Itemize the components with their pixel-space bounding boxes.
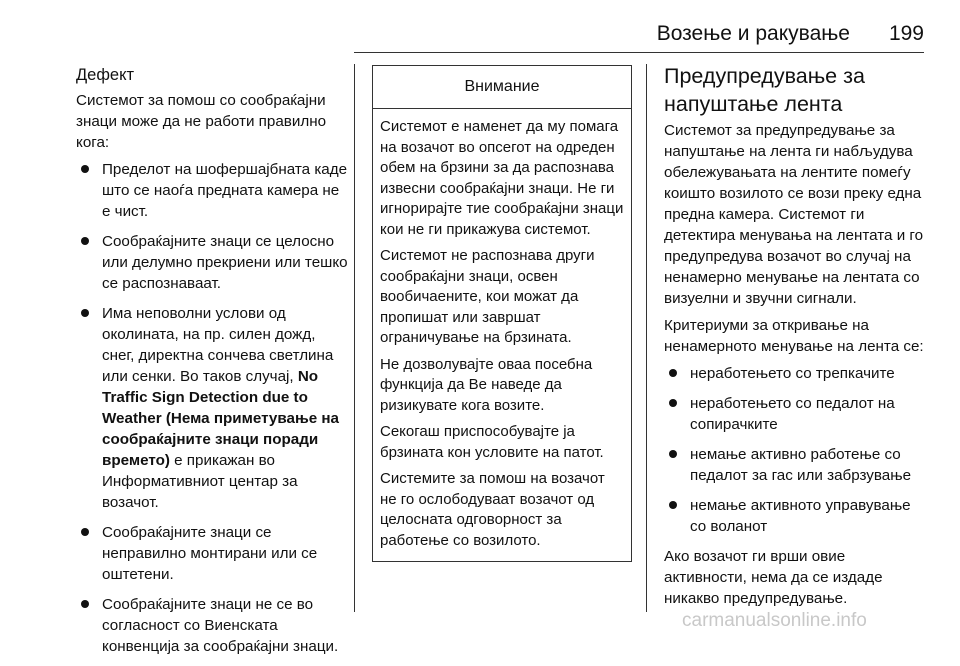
- bullet-icon: [81, 165, 89, 173]
- column-malfunction: [76, 62, 348, 666]
- page-number: 199: [888, 22, 924, 45]
- list-item: Сообраќајните знаци се целосно или делумно прекриени или тешко се распознаваат.: [76, 231, 348, 294]
- column-lane-departure: [664, 62, 926, 615]
- header-rule: [354, 52, 924, 53]
- no-warning-note: Ако возачот ги врши овие активности, нема да се издаде никакво предупредување.: [664, 548, 883, 607]
- malfunction-intro: Системот за помош со сообраќајни знаци може да не работи правилно кога:: [76, 92, 327, 151]
- list-item: неработењето со педалот на сопирачките: [664, 393, 926, 435]
- warning-paragraph: Системите за помош на возачот не го ослободуваат возачот од целосната одговорност за работење со возилото.: [380, 470, 605, 549]
- warning-paragraph: Системот е наменет да му помага на возачот во опсегот на одреден обем на брзини за да распознава извесни сообраќајни знаци. Не ги игнорирајте тие сообраќајни знаци кои не ги прикажува системот.: [380, 118, 624, 238]
- bullet-icon: [81, 528, 89, 536]
- column-divider-2: [646, 64, 647, 612]
- warning-title: Внимание: [373, 66, 631, 109]
- bullet-icon: [669, 501, 677, 509]
- watermark-text: carmanualsonline.info: [682, 610, 867, 631]
- section-heading-lane-departure: Предупредување за напуштање лента: [664, 64, 865, 116]
- warning-box: [372, 65, 632, 562]
- list-item: немање активно работење со педалот за гас или забрзување: [664, 444, 926, 486]
- list-item: Сообраќајните знаци се неправилно монтирани или се оштетени.: [76, 522, 348, 585]
- list-item: немање активното управување со воланот: [664, 495, 926, 537]
- bullet-icon: [81, 309, 89, 317]
- bullet-icon: [669, 399, 677, 407]
- list-item: Има неповолни услови од околината, на пр. силен дожд, снег, директна сончева светлина или сенки. Во таков случај, No Traffic Sign Detection due to Weather (Нема приметување на сообраќајните знаци поради времето) е прикажан во Информативниот центар за возачот.: [76, 303, 348, 513]
- column-divider-1: [354, 64, 355, 612]
- warning-paragraph: Не дозволувајте оваа посебна функција да Ве наведе да ризикувате кога возите.: [380, 355, 593, 414]
- warning-paragraph: Системот не распознава други сообраќајни знаци, освен вообичаените, кои можат да пропишат или завршат ограничување на брзината.: [380, 247, 595, 346]
- section-heading-malfunction: Дефект: [76, 66, 135, 84]
- bullet-icon: [669, 369, 677, 377]
- chapter-title: Возење и ракување: [656, 22, 850, 45]
- malfunction-list: [76, 159, 348, 657]
- page-header: [0, 0, 960, 52]
- list-item: Сообраќајните знаци не се во согласност со Виенската конвенција за сообраќајни знаци.: [76, 594, 348, 657]
- criteria-list: [664, 363, 926, 537]
- detection-criteria-intro: Критериуми за откривање на ненамерното менување на лента се:: [664, 317, 924, 355]
- bullet-icon: [81, 600, 89, 608]
- bullet-icon: [81, 237, 89, 245]
- list-item: Пределот на шофершајбната каде што се наоѓа предната камера не е чист.: [76, 159, 348, 222]
- lane-departure-description: Системот за предупредување за напуштање на лента ги набљудува обележувањата на лентите помеѓу коишто возилото се вози преку една предна камера. Системот ги детектира менувања на лентата и го предупредува возачот во случај на ненамерно менување на лентата со визуелни и звучни сигнали.: [664, 122, 924, 307]
- column-warning: [372, 65, 630, 562]
- list-item: неработењето со трепкачите: [664, 363, 926, 384]
- warning-paragraph: Секогаш приспособувајте ја брзината кон условите на патот.: [380, 423, 604, 461]
- bullet-icon: [669, 450, 677, 458]
- warning-body: [373, 109, 631, 561]
- display-message: No Traffic Sign Detection due to Weather (Нема приметување на сообраќајните знаци поради времето): [102, 368, 340, 469]
